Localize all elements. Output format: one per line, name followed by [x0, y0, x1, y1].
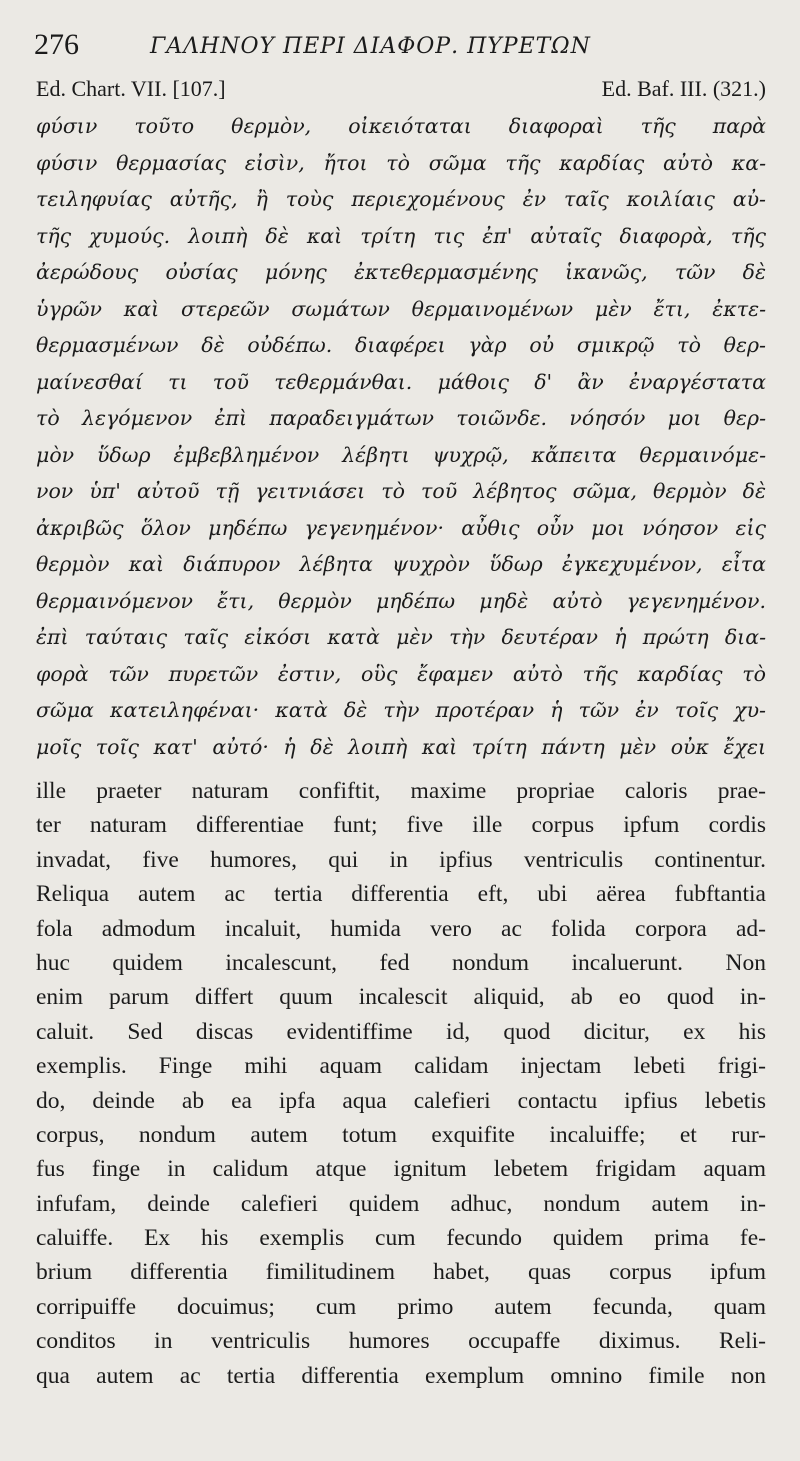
greek-text-line: φύσιν τοῦτο θερμὸν, οἰκειόταται διαφοραὶ τῆς παρὰ [36, 114, 766, 138]
running-title: ΓΑΛΗΝΟΥ ΠΕΡΙ ΔΙΑΦΟΡ. ΠΥΡΕΤΩΝ [150, 34, 591, 59]
latin-text-line: qua autem ac tertia differentia exemplum omnino fimile non [36, 1362, 766, 1389]
latin-text-line: huc quidem incalescunt, fed nondum incaluerunt. Non [36, 949, 766, 976]
greek-text-line: ἀερώδους οὐσίας μόνης ἐκτεθερμασμένης ἱκανῶς, τῶν δὲ [36, 260, 766, 284]
latin-text-line: fola admodum incaluit, humida vero ac folida corpora ad- [36, 915, 766, 942]
latin-text-line: corpus, nondum autem totum exquifite incaluiffe; et rur- [36, 1121, 766, 1148]
latin-text-line: exemplis. Finge mihi aquam calidam injectam lebeti frigi- [36, 1053, 766, 1080]
greek-text-line: τῆς χυμούς. λοιπὴ δὲ καὶ τρίτη τις ἐπ' αὐταῖς διαφορὰ, τῆς [36, 223, 766, 248]
greek-text-line: θερμὸν καὶ διάπυρον λέβητα ψυχρὸν ὕδωρ ἐγκεχυμένον, εἶτα [36, 552, 766, 576]
latin-text-line: caluit. Sed discas evidentiffime id, quod dicitur, ex his [36, 1018, 766, 1045]
greek-text-line: σῶμα κατειληφέναι· κατὰ δὲ τὴν προτέραν ἡ τῶν ἐν τοῖς χυ- [36, 698, 766, 722]
edition-reference-line [36, 76, 766, 104]
greek-text-line: μὸν ὕδωρ ἐμβεβλημένον λέβητι ψυχρῷ, κἄπειτα θερμαινόμε- [36, 442, 766, 467]
latin-translation-block [36, 774, 766, 1393]
greek-text-line: μαίνεσθαί τι τοῦ τεθερμάνθαι. μάθοις δ' ἂν ἐναργέστατα [36, 369, 766, 394]
latin-text-line: infufam, deinde calefieri quidem adhuc, nondum autem in- [36, 1190, 766, 1217]
latin-text-line: ter naturam differentiae funt; five ille corpus ipfum cordis [36, 812, 766, 839]
greek-text-line: φύσιν θερμασίας εἰσὶν, ἤτοι τὸ σῶμα τῆς καρδίας αὐτὸ κα- [36, 150, 766, 175]
greek-text-line: φορὰ τῶν πυρετῶν ἐστιν, οὓς ἔφαμεν αὐτὸ τῆς καρδίας τὸ [36, 661, 766, 686]
page-number: 276 [34, 28, 79, 61]
latin-text-line: brium differentia fimilitudinem habet, quas corpus ipfum [36, 1259, 766, 1286]
latin-text-line: caluiffe. Ex his exemplis cum fecundo quidem prima fe- [36, 1225, 766, 1252]
greek-text-line: ἐπὶ ταύταις ταῖς εἰκόσι κατὰ μὲν τὴν δευτέραν ἡ πρώτη δια- [36, 625, 766, 649]
latin-text-line: ille praeter naturam confiftit, maxime propriae caloris prae- [36, 778, 766, 804]
greek-text-line: τὸ λεγόμενον ἐπὶ παραδειγμάτων τοιῶνδε. νόησόν μοι θερ- [36, 406, 766, 430]
edition-basel-reference: Ed. Baf. III. (321.) [601, 76, 766, 101]
latin-text-line: fus finge in calidum atque ignitum lebetem frigidam aquam [36, 1156, 766, 1183]
latin-text-line: corripuiffe docuimus; cum primo autem fecunda, quam [36, 1293, 766, 1320]
greek-text-line: μοῖς τοῖς κατ' αὐτό· ἡ δὲ λοιπὴ καὶ τρίτη πάντη μὲν οὐκ ἔχει [36, 734, 766, 759]
latin-text-line: conditos in ventriculis humores occupaffe diximus. Reli- [36, 1328, 766, 1355]
greek-text-line: τειληφυίας αὐτῆς, ἢ τοὺς περιεχομένους ἐν ταῖς κοιλίαις αὐ- [36, 187, 766, 211]
latin-text-line: do, deinde ab ea ipfa aqua calefieri contactu ipfius lebetis [36, 1087, 766, 1114]
greek-text-line: νον ὑπ' αὐτοῦ τῇ γειτνιάσει τὸ τοῦ λέβητος σῶμα, θερμὸν δὲ [36, 479, 766, 503]
latin-text-line: Reliqua autem ac tertia differentia eft, ubi aërea fubftantia [36, 881, 766, 908]
greek-text-line: θερμαινόμενον ἔτι, θερμὸν μηδέπω μηδὲ αὐτὸ γεγενημένον. [36, 588, 766, 613]
greek-text-line: ἀκριβῶς ὅλον μηδέπω γεγενημένον· αὖθις οὖν μοι νόησον εἰς [36, 515, 766, 540]
greek-text-line: θερμασμένων δὲ οὐδέπω. διαφέρει γὰρ οὐ σμικρῷ τὸ θερ- [36, 333, 766, 357]
greek-text-block [36, 108, 766, 765]
latin-text-line: invadat, five humores, qui in ipfius ventriculis continentur. [36, 846, 766, 873]
greek-text-line: ὑγρῶν καὶ στερεῶν σωμάτων θερμαινομένων μὲν ἔτι, ἐκτε- [36, 296, 766, 321]
page-header [34, 26, 774, 66]
edition-chartier-reference: Ed. Chart. VII. [107.] [36, 76, 226, 101]
latin-text-line: enim parum differt quum incalescit aliquid, ab eo quod in- [36, 984, 766, 1011]
